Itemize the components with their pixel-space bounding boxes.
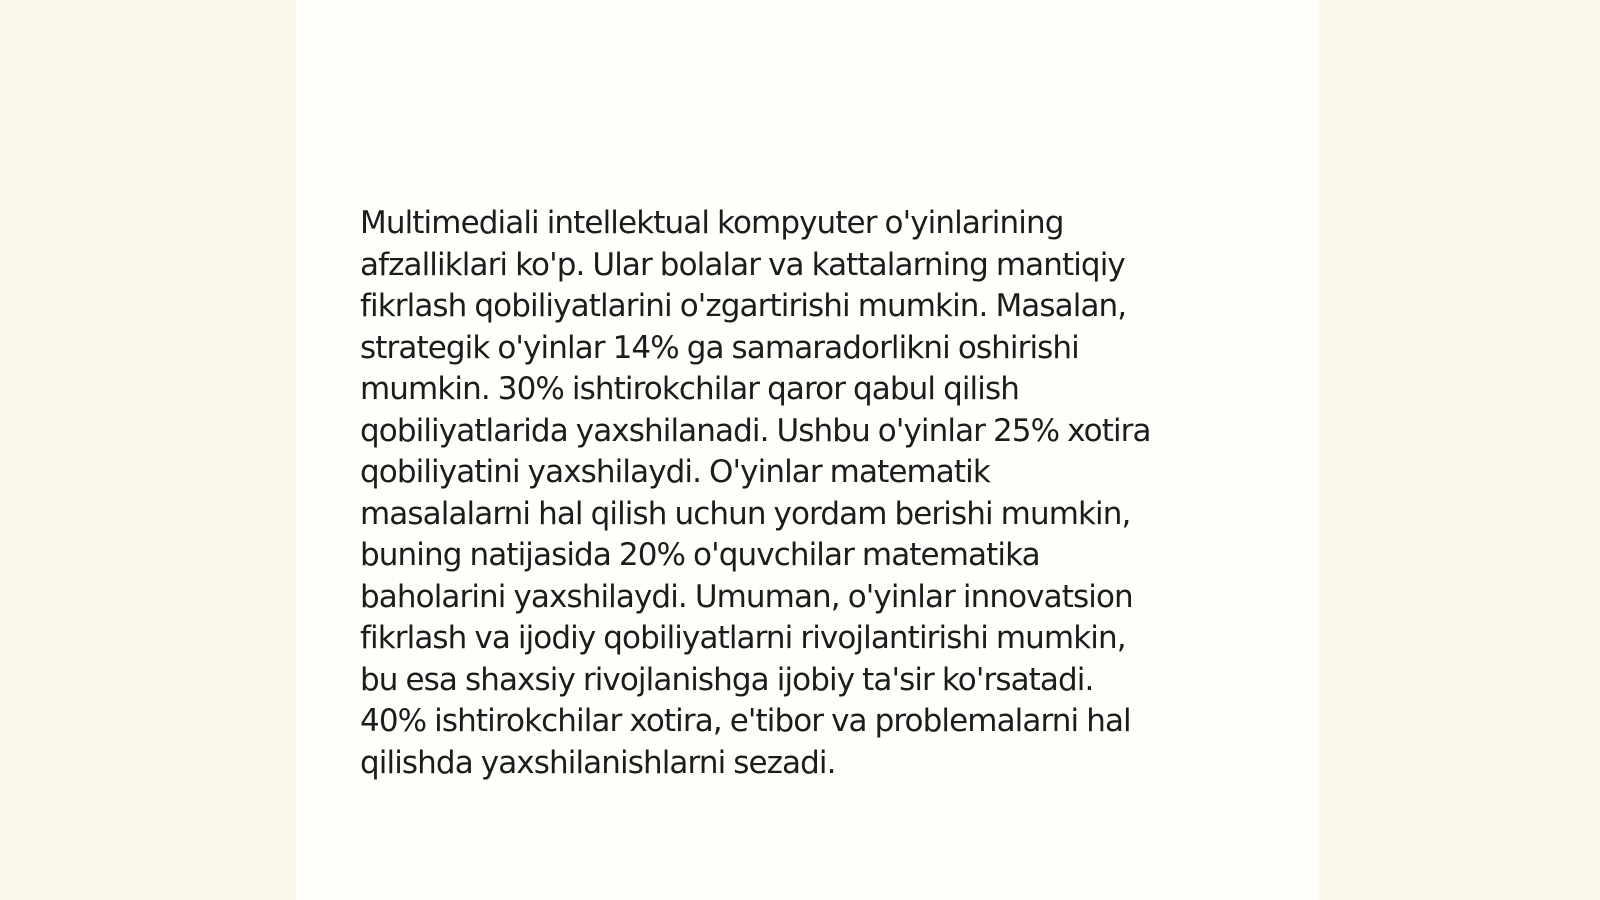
- body-paragraph: Multimediali intellektual kompyuter o'yinlarining afzalliklari ko'p. Ular bolalar va kattalarning mantiqiy fikrlash qobiliyatlarini o'zgartirishi mumkin. Masalan, strategik o'yinlar 14% ga samaradorlikni oshirishi mumkin. 30% ishtirokchilar qaror qabul qilish qobiliyatlarida yaxshilanadi. Ushbu o'yinlar 25% xotira qobiliyatini yaxshilaydi. O'yinlar matematik masalalarni hal qilish uchun yordam berishi mumkin, buning natijasida 20% o'quvchilar matematika baholarini yaxshilaydi. Umuman, o'yinlar innovatsion fikrlash va ijodiy qobiliyatlarni rivojlantirishi mumkin, bu esa shaxsiy rivojlanishga ijobiy ta'sir ko'rsatadi. 40% ishtirokchilar xotira, e'tibor va problemalarni hal qilishda yaxshilanishlarni sezadi.: [360, 205, 1151, 781]
- document-page: [296, 0, 1319, 900]
